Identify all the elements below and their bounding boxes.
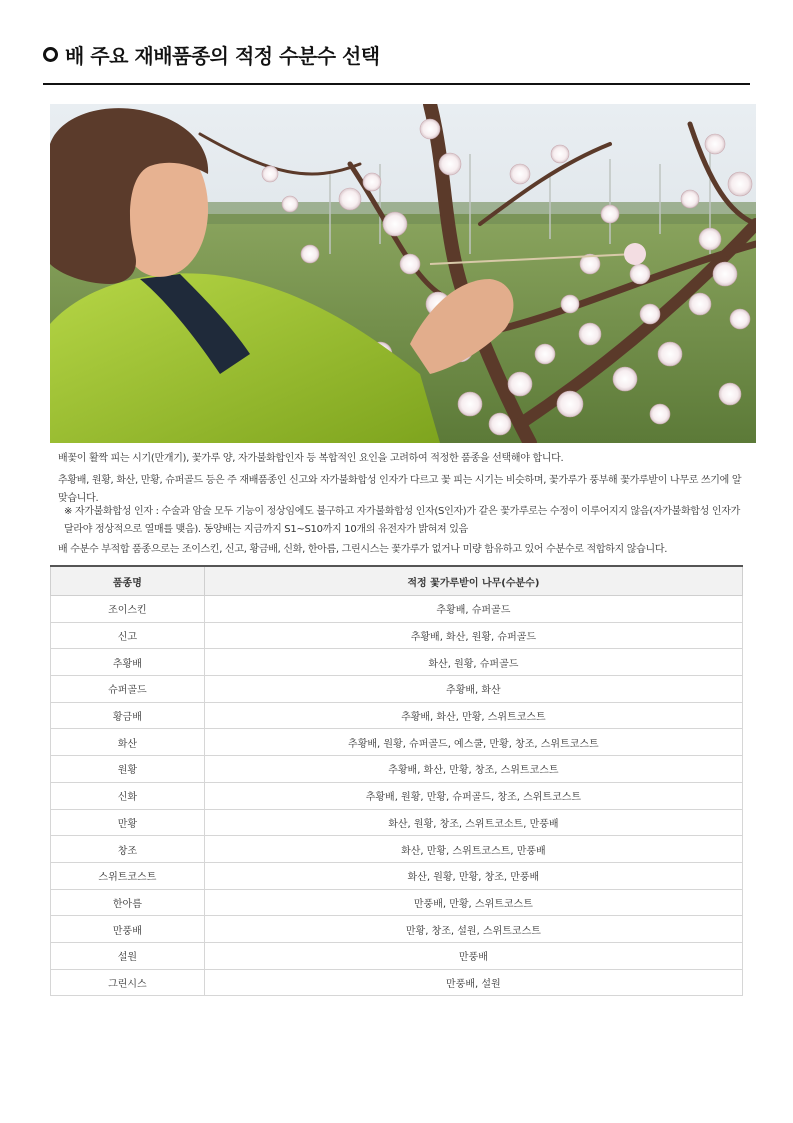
pollinizer-cell: 화산, 원황, 창조, 스위트코소트, 만풍배 bbox=[204, 809, 742, 836]
pollinizer-table bbox=[50, 565, 743, 996]
pollinizer-cell: 추황배, 화산, 만황, 스위트코스트 bbox=[204, 702, 742, 729]
variety-cell: 원황 bbox=[51, 756, 205, 783]
paragraph-suitable-pollinizers: 추황배, 원황, 화산, 만황, 슈퍼골드 등은 주 재배품종인 신고와 자가불화합성 인자가 다르고 꽃 피는 시기는 비슷하며, 꽃가루가 풍부해 꽃가루받이 나무로 쓰기에 알맞습니다. bbox=[58, 475, 742, 504]
variety-cell: 황금배 bbox=[51, 702, 205, 729]
table-row bbox=[51, 809, 743, 836]
variety-cell: 신화 bbox=[51, 782, 205, 809]
table-row bbox=[51, 676, 743, 703]
pollinizer-cell: 화산, 만황, 스위트코스트, 만풍배 bbox=[204, 836, 742, 863]
variety-cell: 신고 bbox=[51, 622, 205, 649]
pollinizer-cell: 만풍배, 설원 bbox=[204, 969, 742, 996]
table-row bbox=[51, 889, 743, 916]
table-row bbox=[51, 782, 743, 809]
variety-cell: 화산 bbox=[51, 729, 205, 756]
variety-cell: 설원 bbox=[51, 942, 205, 969]
table-row bbox=[51, 862, 743, 889]
variety-cell: 슈퍼골드 bbox=[51, 676, 205, 703]
pollinizer-cell: 만풍배, 만황, 스위트코스트 bbox=[204, 889, 742, 916]
variety-cell: 만풍배 bbox=[51, 916, 205, 943]
table-row bbox=[51, 702, 743, 729]
page-title bbox=[43, 38, 750, 70]
table-row bbox=[51, 729, 743, 756]
variety-cell: 그린시스 bbox=[51, 969, 205, 996]
table-row bbox=[51, 942, 743, 969]
header-pollinizer: 적정 꽃가루받이 나무(수분수) bbox=[204, 566, 742, 596]
pollinizer-cell: 추황배, 화산 bbox=[204, 676, 742, 703]
ring-bullet-icon bbox=[43, 47, 58, 62]
table-row bbox=[51, 649, 743, 676]
table-row bbox=[51, 969, 743, 996]
variety-cell: 만황 bbox=[51, 809, 205, 836]
pollinizer-cell: 추황배, 원황, 만황, 슈퍼골드, 창조, 스위트코스트 bbox=[204, 782, 742, 809]
header-variety: 품종명 bbox=[51, 566, 205, 596]
table-row bbox=[51, 622, 743, 649]
page-title-text: 배 주요 재배품종의 적정 수분수 선택 bbox=[65, 43, 380, 68]
paragraph-self-incompatibility-note: ※ 자가불화합성 인자 : 수술과 암술 모두 기능이 정상임에도 불구하고 자가불화합성 인자(S인자)가 같은 꽃가루로는 수정이 이루어지지 않음(자가불화합성 인자가 달라야 정상적으로 열매를 맺음). 동양배는 지금까지 S1~S10까지 10개의 유전자가 밝혀져 있음 bbox=[64, 506, 740, 535]
variety-cell: 창조 bbox=[51, 836, 205, 863]
pollinizer-cell: 추황배, 슈퍼골드 bbox=[204, 596, 742, 623]
pollinizer-cell: 추황배, 화산, 원황, 슈퍼골드 bbox=[204, 622, 742, 649]
variety-cell: 추황배 bbox=[51, 649, 205, 676]
table-row bbox=[51, 836, 743, 863]
pollination-photo bbox=[50, 104, 756, 443]
variety-cell: 스위트코스트 bbox=[51, 862, 205, 889]
pollinizer-cell: 만황, 창조, 설원, 스위트코스트 bbox=[204, 916, 742, 943]
pollinizer-cell: 화산, 원황, 슈퍼골드 bbox=[204, 649, 742, 676]
table-header-row bbox=[51, 566, 743, 596]
title-divider bbox=[43, 83, 750, 85]
table-row bbox=[51, 916, 743, 943]
pollinizer-cell: 추황배, 화산, 만황, 창조, 스위트코스트 bbox=[204, 756, 742, 783]
variety-cell: 조이스킨 bbox=[51, 596, 205, 623]
photo-image bbox=[50, 104, 756, 443]
table-row bbox=[51, 756, 743, 783]
paragraph-unsuitable-varieties: 배 수분수 부적합 품종으로는 조이스킨, 신고, 황금배, 신화, 한아름, 그린시스는 꽃가루가 없거나 미량 함유하고 있어 수분수로 적합하지 않습니다. bbox=[58, 544, 668, 555]
pollinizer-cell: 화산, 원황, 만황, 창조, 만풍배 bbox=[204, 862, 742, 889]
paragraph-flowering-criteria: 배꽃이 활짝 피는 시기(만개기), 꽃가루 양, 자가불화합인자 등 복합적인 요인을 고려하여 적정한 품종을 선택해야 합니다. bbox=[58, 453, 564, 464]
pollinizer-cell: 만풍배 bbox=[204, 942, 742, 969]
table-row bbox=[51, 596, 743, 623]
pollinizer-cell: 추황배, 원황, 슈퍼골드, 예스쿨, 만황, 창조, 스위트코스트 bbox=[204, 729, 742, 756]
variety-cell: 한아름 bbox=[51, 889, 205, 916]
